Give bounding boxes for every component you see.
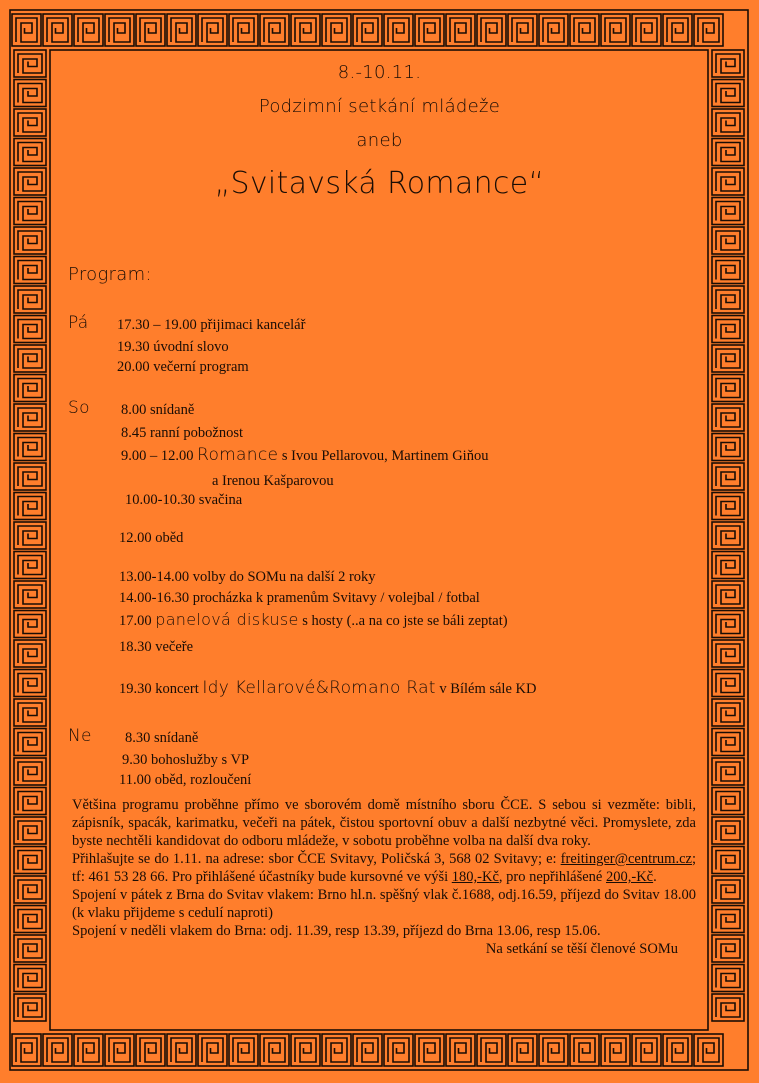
border-spiral bbox=[636, 1038, 657, 1062]
border-spiral bbox=[450, 1038, 471, 1062]
info-paragraph-3: Spojení v pátek z Brna do Svitav vlakem: Brno hl.n. spěšný vlak č.1688, odj.16.59, příjezd do Svitav 18.00 (k vlaku přijdeme s cedulí naproti) bbox=[72, 887, 696, 921]
border-spiral bbox=[295, 18, 316, 42]
border-spiral bbox=[264, 1038, 285, 1062]
panel-word: panelová diskuse bbox=[155, 610, 299, 629]
border-spiral bbox=[388, 18, 409, 42]
event-subtitle: Podzimní setkání mládeže bbox=[258, 96, 501, 117]
border-spiral bbox=[716, 526, 740, 545]
day-label-saturday: So bbox=[68, 398, 90, 418]
border-spiral bbox=[171, 18, 192, 42]
saturday-item-concert bbox=[119, 679, 536, 698]
border-spiral bbox=[326, 1038, 347, 1062]
info-paragraph-4: Spojení v neděli vlakem do Brna: odj. 11.39, resp 13.39, příjezd do Brna 13.06, resp 15.06. bbox=[72, 923, 601, 939]
border-spiral bbox=[716, 880, 740, 899]
border-spiral bbox=[18, 733, 42, 752]
border-spiral bbox=[388, 1038, 409, 1062]
border-spiral bbox=[716, 202, 740, 221]
border-spiral bbox=[78, 18, 99, 42]
sunday-item: 8.30 snídaně bbox=[125, 730, 199, 746]
border-spiral bbox=[18, 674, 42, 693]
border-spiral bbox=[233, 1038, 254, 1062]
border-spiral bbox=[716, 615, 740, 634]
border-spiral bbox=[716, 290, 740, 309]
border-spiral bbox=[18, 556, 42, 575]
border-spiral bbox=[264, 18, 285, 42]
border-spiral bbox=[716, 467, 740, 486]
border-spiral bbox=[18, 969, 42, 988]
border-spiral bbox=[716, 644, 740, 663]
border-spiral bbox=[481, 18, 502, 42]
border-spiral bbox=[716, 762, 740, 781]
border-spiral bbox=[18, 644, 42, 663]
romance-time: 9.00 – 12.00 bbox=[121, 448, 194, 464]
email-link[interactable]: freitinger@centrum.cz bbox=[560, 851, 692, 867]
border-spiral bbox=[140, 18, 161, 42]
saturday-item: 14.00-16.30 procházka k pramenům Svitavy / volejbal / fotbal bbox=[119, 590, 480, 606]
border-spiral bbox=[18, 792, 42, 811]
border-spiral bbox=[18, 998, 42, 1017]
border-spiral bbox=[18, 202, 42, 221]
border-spiral bbox=[357, 18, 378, 42]
friday-item: 20.00 večerní program bbox=[117, 359, 249, 375]
border-spiral bbox=[716, 585, 740, 604]
border-spiral bbox=[357, 1038, 378, 1062]
border-spiral bbox=[202, 1038, 223, 1062]
border-spiral bbox=[716, 320, 740, 339]
concert-names: Idy Kellarové&Romano Rat bbox=[202, 678, 436, 698]
border-spiral bbox=[18, 851, 42, 870]
event-connector: aneb bbox=[356, 130, 403, 151]
border-spiral bbox=[18, 320, 42, 339]
concert-rest: v Bílém sále KD bbox=[439, 681, 537, 697]
border-spiral bbox=[605, 1038, 626, 1062]
border-spiral bbox=[419, 1038, 440, 1062]
sunday-item: 11.00 oběd, rozloučení bbox=[119, 772, 252, 788]
border-spiral bbox=[16, 18, 37, 42]
day-label-friday: Pá bbox=[68, 313, 89, 333]
border-spiral bbox=[171, 1038, 192, 1062]
border-spiral bbox=[512, 1038, 533, 1062]
border-spiral bbox=[18, 379, 42, 398]
border-spiral bbox=[716, 851, 740, 870]
border-spiral bbox=[78, 1038, 99, 1062]
border-spiral bbox=[716, 910, 740, 929]
border-spiral bbox=[18, 290, 42, 309]
border-spiral bbox=[18, 762, 42, 781]
border-spiral bbox=[16, 1038, 37, 1062]
friday-item: 19.30 úvodní slovo bbox=[117, 339, 229, 355]
registration-address: Přihlašujte se do 1.11. na adrese: sbor ČCE Svitavy, Poličská 3, 568 02 Svitavy; e: bbox=[72, 851, 557, 867]
saturday-item: a Irenou Kašparovou bbox=[212, 473, 334, 489]
border-spiral bbox=[667, 18, 688, 42]
border-spiral bbox=[419, 18, 440, 42]
border-spiral bbox=[18, 467, 42, 486]
border-spiral bbox=[18, 615, 42, 634]
border-spiral bbox=[18, 349, 42, 368]
period: . bbox=[653, 869, 657, 885]
panel-time: 17.00 bbox=[119, 613, 152, 629]
border-spiral bbox=[667, 1038, 688, 1062]
event-dates: 8.-10.11. bbox=[337, 62, 422, 83]
border-spiral bbox=[716, 438, 740, 457]
border-spiral bbox=[140, 1038, 161, 1062]
border-spiral bbox=[716, 998, 740, 1017]
border-spiral bbox=[716, 497, 740, 516]
border-spiral bbox=[512, 18, 533, 42]
border-spiral bbox=[716, 733, 740, 752]
price-registered: 180,-Kč bbox=[451, 869, 499, 885]
saturday-item: 12.00 oběd bbox=[119, 530, 184, 546]
border-spiral bbox=[605, 18, 626, 42]
border-spiral bbox=[109, 18, 130, 42]
panel-rest: s hosty (..a na co jste se báli zeptat) bbox=[302, 613, 508, 629]
info-paragraph-1: Většina programu proběhne přímo ve sborovém domě místního sboru ČCE. S sebou si vezměte: bibli, zápisník, spacák, karimatku, večeři na pátek, čistou sportovní obuv a další nezbytné věci. Promyslete, zda byste nechtěli kandidovat do odboru mládeže, v sobotu proběhne volba na další dva roky. bbox=[72, 797, 696, 849]
border-spiral bbox=[574, 18, 595, 42]
price-unregistered: 200,-Kč bbox=[606, 869, 654, 885]
border-spiral bbox=[636, 18, 657, 42]
border-spiral bbox=[716, 792, 740, 811]
border-spiral bbox=[18, 261, 42, 280]
saturday-item: 18.30 večeře bbox=[119, 639, 194, 655]
saturday-item-panel bbox=[119, 611, 508, 630]
day-label-sunday: Ne bbox=[68, 726, 92, 746]
border-spiral bbox=[716, 231, 740, 250]
border-spiral bbox=[18, 910, 42, 929]
romance-word: Romance bbox=[197, 445, 279, 465]
border-spiral bbox=[18, 821, 42, 840]
border-spiral bbox=[716, 939, 740, 958]
program-heading: Program: bbox=[68, 264, 152, 285]
border-spiral bbox=[716, 969, 740, 988]
sunday-item: 9.30 bohoslužby s VP bbox=[122, 752, 250, 768]
event-title: „Svitavská Romance“ bbox=[214, 166, 545, 201]
border-spiral bbox=[326, 18, 347, 42]
friday-item: 17.30 – 19.00 přijimaci kancelář bbox=[117, 317, 306, 333]
border-spiral bbox=[543, 18, 564, 42]
closing-line: Na setkání se těší členové SOMu bbox=[485, 941, 678, 957]
border-spiral bbox=[18, 497, 42, 516]
border-spiral bbox=[698, 18, 719, 42]
border-spiral bbox=[716, 703, 740, 722]
border-spiral bbox=[47, 18, 68, 42]
border-spiral bbox=[716, 556, 740, 575]
saturday-item: 8.00 snídaně bbox=[121, 402, 195, 418]
border-spiral bbox=[543, 1038, 564, 1062]
price-text: , pro nepřihlášené bbox=[498, 869, 603, 885]
border-spiral bbox=[47, 1038, 68, 1062]
info-text bbox=[72, 796, 696, 958]
border-spiral bbox=[574, 1038, 595, 1062]
border-spiral bbox=[18, 438, 42, 457]
border-spiral bbox=[450, 18, 471, 42]
border-spiral bbox=[202, 18, 223, 42]
border-spiral bbox=[18, 880, 42, 899]
info-paragraph-2 bbox=[72, 850, 696, 886]
border-spiral bbox=[233, 18, 254, 42]
border-spiral bbox=[295, 1038, 316, 1062]
saturday-item: 10.00-10.30 svačina bbox=[125, 492, 243, 508]
saturday-item-romance bbox=[121, 446, 488, 465]
border-spiral bbox=[716, 821, 740, 840]
saturday-item: 13.00-14.00 volby do SOMu na další 2 roky bbox=[119, 569, 376, 585]
romance-rest: s Ivou Pellarovou, Martinem Giňou bbox=[281, 448, 489, 464]
border-spiral bbox=[698, 1038, 719, 1062]
concert-lead: 19.30 koncert bbox=[119, 681, 199, 697]
border-spiral bbox=[481, 1038, 502, 1062]
border-spiral bbox=[18, 585, 42, 604]
border-spiral bbox=[716, 379, 740, 398]
registration-phone: ; tf: 461 53 28 66. Pro přihlášené účastníky bude kursovné ve výši bbox=[72, 851, 696, 885]
border-spiral bbox=[18, 939, 42, 958]
border-spiral bbox=[716, 261, 740, 280]
border-spiral bbox=[18, 526, 42, 545]
border-spiral bbox=[18, 231, 42, 250]
border-spiral bbox=[18, 703, 42, 722]
border-spiral bbox=[18, 408, 42, 427]
border-spiral bbox=[716, 408, 740, 427]
border-spiral bbox=[716, 674, 740, 693]
saturday-item: 8.45 ranní pobožnost bbox=[121, 425, 244, 441]
border-spiral bbox=[716, 349, 740, 368]
border-spiral bbox=[109, 1038, 130, 1062]
